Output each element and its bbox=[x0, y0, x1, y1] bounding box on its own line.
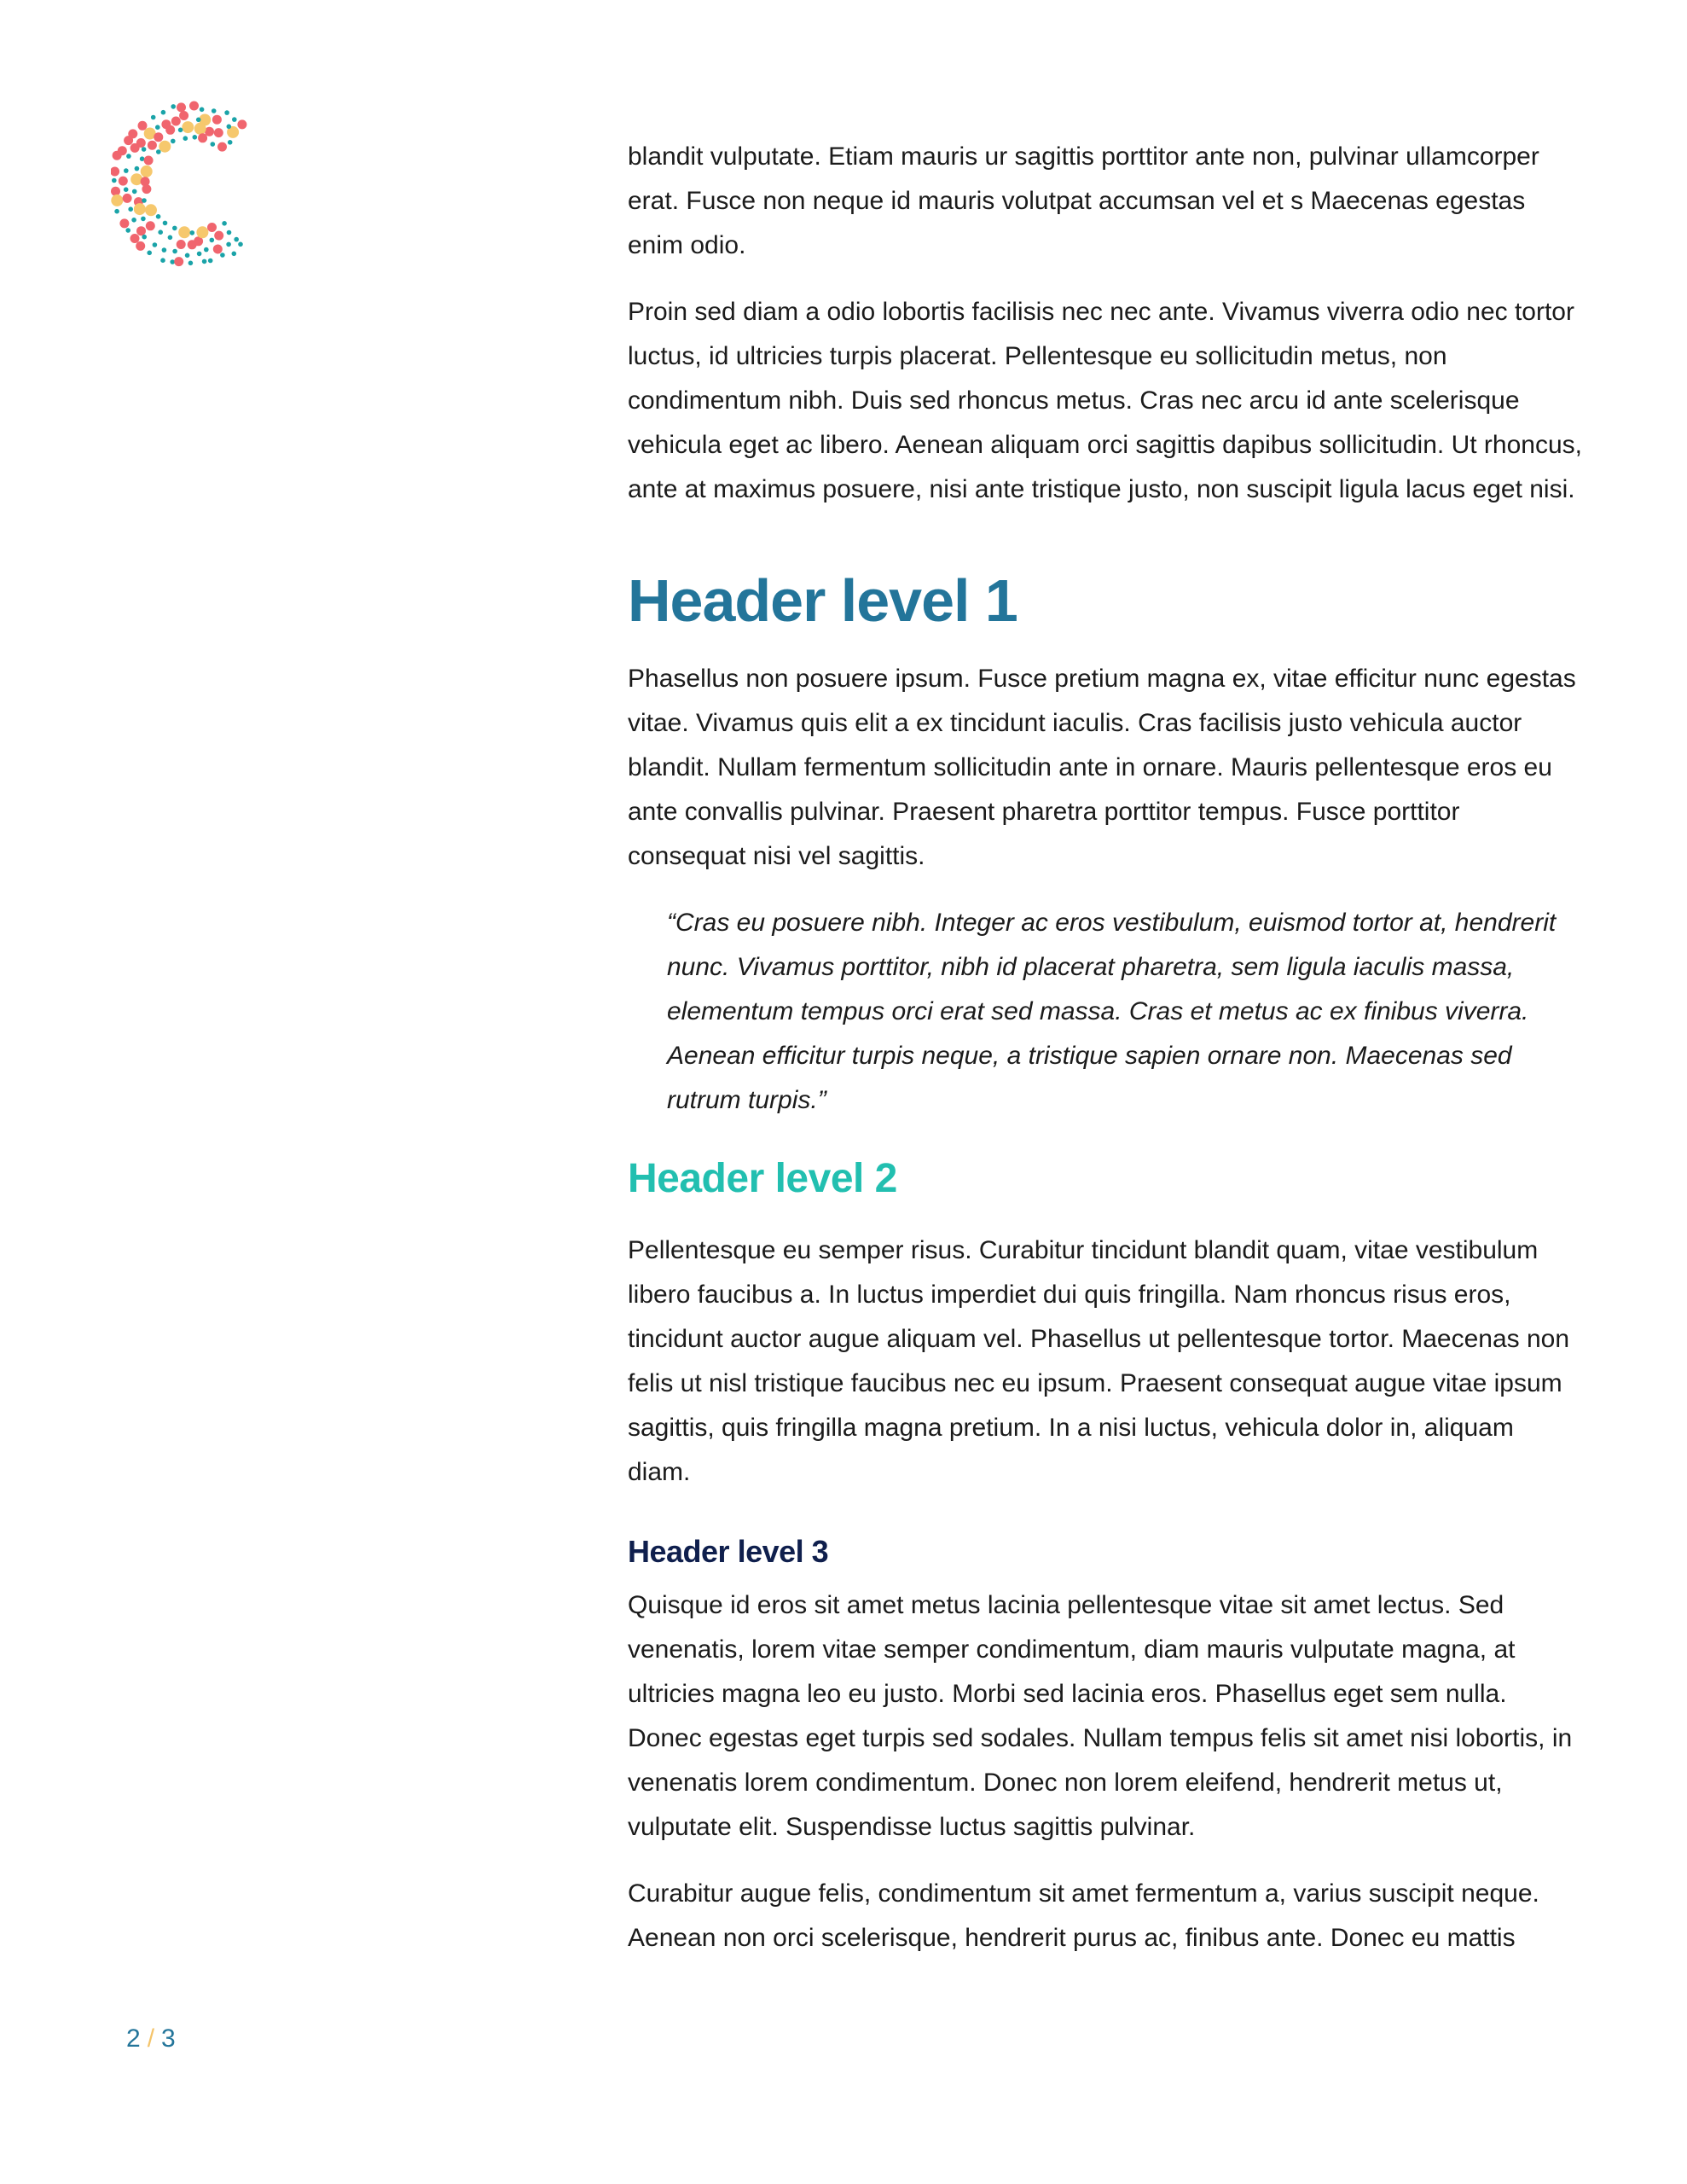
logo-dot bbox=[193, 135, 198, 140]
logo-dot bbox=[142, 184, 151, 194]
page-separator: / bbox=[147, 2024, 155, 2053]
logo-dot bbox=[148, 141, 157, 150]
logo-dot bbox=[156, 214, 161, 219]
logo-dot bbox=[224, 110, 229, 115]
logo-dot bbox=[147, 251, 152, 256]
intro-paragraph-2: Proin sed diam a odio lobortis facilisis nec nec ante. Vivamus viverra odio nec tortor luctus, id ultricies turpis placerat. Pellentesque eu sollicitudin metus, non condimentum nibh. Duis sed rhoncus metus. Cras nec arcu id ante scelerisque vehicula eget ac libero. Aenean aliquam orci sagittis dapibus sollicitudin. Ut rhoncus, ante at maximus posuere, nisi ante tristique justo, non suscipit ligula lacus eget nisi. bbox=[628, 298, 1582, 503]
document-body bbox=[628, 135, 1583, 1983]
logo-dot bbox=[211, 142, 216, 147]
header-level-1: Header level 1 bbox=[628, 567, 1017, 634]
logo-dot bbox=[151, 115, 156, 120]
logo-dot bbox=[178, 226, 190, 238]
logo-dot bbox=[156, 149, 161, 154]
logo-dot bbox=[196, 226, 208, 238]
logo-dot bbox=[162, 247, 167, 253]
logo-dot bbox=[128, 206, 133, 212]
logo-dot bbox=[183, 136, 188, 141]
logo-dot bbox=[160, 258, 165, 263]
logo-dot bbox=[119, 177, 128, 186]
logo-dot bbox=[198, 133, 207, 142]
logo-dot bbox=[190, 230, 195, 235]
logo-dot bbox=[210, 238, 215, 243]
logo-dot bbox=[131, 218, 136, 223]
logo-dot bbox=[177, 240, 186, 249]
logo-dot bbox=[158, 229, 163, 235]
logo-dot bbox=[237, 119, 246, 129]
logo-dot bbox=[114, 209, 119, 214]
logo-dot bbox=[144, 156, 154, 166]
logo-dot bbox=[197, 252, 202, 257]
logo-dot bbox=[172, 226, 177, 231]
logo-dot bbox=[119, 218, 129, 228]
logo-dot bbox=[159, 141, 171, 153]
logo-dot bbox=[232, 252, 237, 257]
logo-dot bbox=[232, 117, 237, 122]
logo-dot bbox=[179, 111, 188, 120]
page-total: 3 bbox=[161, 2024, 176, 2053]
header-level-3: Header level 3 bbox=[628, 1534, 829, 1569]
logo-dot bbox=[202, 259, 207, 264]
logo-dot bbox=[208, 258, 213, 264]
logo-dot bbox=[212, 108, 217, 113]
logo-dot bbox=[227, 230, 232, 235]
logo-dot bbox=[207, 223, 217, 232]
logo-dot bbox=[171, 104, 176, 109]
intro-paragraph-1: blandit vulputate. Etiam mauris ur sagittis porttitor ante non, pulvinar ullamcorper erat. Fusce non neque id mauris volutpat accumsan vel et s Maecenas egestas enim odio. bbox=[628, 142, 1539, 259]
brand-logo-icon bbox=[111, 96, 273, 275]
logo-dot bbox=[142, 147, 147, 152]
logo-dot bbox=[171, 139, 176, 144]
logo-dot bbox=[217, 142, 227, 152]
logo-dot bbox=[196, 118, 201, 123]
header-level-2: Header level 2 bbox=[628, 1156, 897, 1201]
logo-dot bbox=[113, 151, 122, 160]
logo-dot bbox=[238, 242, 243, 247]
logo-dot bbox=[123, 194, 132, 203]
logo-dot bbox=[189, 102, 199, 111]
logo-dot bbox=[130, 173, 142, 185]
logo-dot bbox=[125, 228, 130, 233]
page-number bbox=[126, 2022, 176, 2056]
logo-dot bbox=[111, 195, 123, 206]
logo-dot bbox=[145, 204, 157, 216]
logo-dot bbox=[134, 203, 146, 215]
logo-dot bbox=[194, 123, 206, 135]
logo-dot bbox=[124, 136, 133, 145]
logo-dot bbox=[138, 121, 148, 131]
logo-dot bbox=[171, 117, 181, 126]
logo-dot bbox=[153, 242, 158, 247]
logo-dot bbox=[177, 102, 186, 112]
logo-dot bbox=[154, 132, 163, 142]
logo-dot bbox=[214, 231, 223, 241]
logo-dot bbox=[185, 253, 190, 258]
logo-dot bbox=[214, 128, 223, 137]
logo-dot bbox=[174, 257, 183, 266]
logo-dot bbox=[136, 226, 146, 235]
logo-dot bbox=[172, 249, 177, 254]
logo-dot bbox=[111, 187, 120, 196]
page-current: 2 bbox=[126, 2024, 141, 2053]
block-quote: “Cras eu posuere nibh. Integer ac eros vestibulum, euismod tortor at, hendrerit nunc. Vivamus porttitor, nibh id placerat pharetra, sem ligula iaculis massa, elementum tempus orci erat sed massa. Cras et metus ac ex finibus viverra. Aenean efficitur turpis neque, a tristique sapien ornare non. Maecenas sed rutrum turpis.” bbox=[667, 909, 1557, 1114]
logo-dot bbox=[204, 247, 209, 253]
logo-dot bbox=[163, 221, 168, 226]
logo-dot bbox=[220, 253, 225, 258]
logo-dot bbox=[234, 237, 239, 242]
logo-dot bbox=[126, 154, 131, 159]
logo-dot bbox=[130, 143, 140, 153]
logo-dot bbox=[170, 259, 175, 264]
logo-dot bbox=[142, 198, 147, 203]
logo-dot bbox=[188, 261, 194, 266]
logo-dot bbox=[226, 242, 231, 247]
logo-dot bbox=[130, 234, 140, 243]
paragraph-after-h1: Phasellus non posuere ipsum. Fusce pretium magna ex, vitae efficitur nunc egestas vitae. Vivamus quis elit a ex tincidunt iaculis. Cras facilisis justo vehicula auctor blandit. Nullam fermentum sollicitudin ante in ornare. Mauris pellentesque eros eu ante convallis pulvinar. Praesent pharetra porttitor tempus. Fusce porttitor consequat nisi vel sagittis. bbox=[628, 665, 1576, 870]
logo-dot bbox=[124, 187, 129, 192]
logo-dot bbox=[165, 125, 175, 135]
logo-dot bbox=[213, 245, 223, 254]
logo-dot bbox=[155, 125, 160, 130]
logo-dot bbox=[135, 166, 140, 171]
paragraph-last: Curabitur augue felis, condimentum sit amet fermentum a, varius suscipit neque. Aenean non orci scelerisque, hendrerit purus ac, finibus ante. Donec eu mattis bbox=[628, 1879, 1539, 1952]
logo-dot bbox=[111, 167, 119, 177]
logo-dot bbox=[142, 235, 147, 240]
logo-dot bbox=[141, 166, 153, 177]
logo-dot bbox=[200, 107, 205, 113]
logo-dot bbox=[227, 125, 232, 130]
logo-dot bbox=[140, 156, 145, 161]
logo-dot bbox=[222, 221, 227, 226]
logo-dot bbox=[178, 128, 183, 133]
logo-dot bbox=[168, 235, 173, 241]
logo-dot bbox=[141, 217, 146, 222]
logo-dot bbox=[161, 110, 166, 115]
logo-dot bbox=[212, 115, 222, 125]
paragraph-after-h3: Quisque id eros sit amet metus lacinia pellentesque vitae sit amet lectus. Sed venenatis, lorem vitae semper condimentum, diam mauris vulputate magna, at ultricies magna leo eu justo. Morbi sed lacinia eros. Phasellus eget sem nulla. Donec egestas eget turpis sed sodales. Nullam tempus felis sit amet nisi lobortis, in venenatis lorem condimentum. Donec non lorem eleifend, hendrerit metus ut, vulputate elit. Suspendisse luctus sagittis pulvinar. bbox=[628, 1591, 1573, 1841]
logo-dot bbox=[112, 178, 117, 183]
logo-dot bbox=[182, 121, 194, 133]
logo-dot bbox=[136, 241, 145, 251]
logo-dot bbox=[228, 140, 233, 145]
logo-dot bbox=[124, 168, 129, 173]
paragraph-after-h2: Pellentesque eu semper risus. Curabitur tincidunt blandit quam, vitae vestibulum libero faucibus a. In luctus imperdiet dui quis fringilla. Nam rhoncus risus eros, tincidunt auctor augue aliquam vel. Phasellus ut pellentesque tortor. Maecenas non felis ut nisl tristique faucibus nec eu ipsum. Praesent consequat augue vitae ipsum sagittis, quis fringilla magna pretium. In a nisi luctus, vehicula dolor in, aliquam diam. bbox=[628, 1236, 1570, 1486]
logo-dot bbox=[146, 221, 155, 230]
logo-dot bbox=[132, 189, 137, 195]
